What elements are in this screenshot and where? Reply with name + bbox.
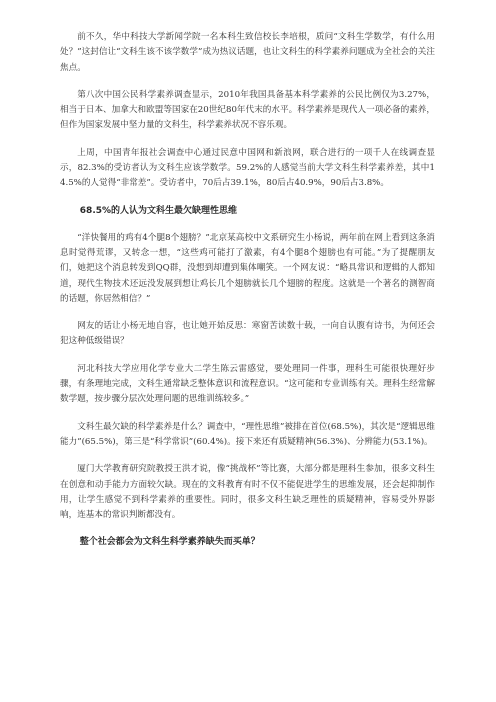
paragraph-intro: 前不久，华中科技大学新闻学院一名本科生致信校长李培根，质问“文科生学数学，有什么用处？”这封信让“文科生该不该学数学”成为热议话题，也让文科生的科学素养问题成为全社会的关注焦点。 <box>60 32 435 73</box>
section-heading-rational-thinking: 68.5%的人认为文科生最欠缺理性思维 <box>79 205 238 216</box>
paragraph-professor-wang: 厦门大学教育研究院教授王洪才说，像“挑战杯”等比赛，大部分都是理科生参加，很多文科生在创意和动手能力方面较欠缺。现在的文科教育有时不仅不能促进学生的思维发展，还会起抑制作用，让学生感觉不到科学素养的重要性。同时，很多文科生缺乏理性的质疑精神，容易受外界影响，连基本的常识判断都没有。 <box>60 464 435 521</box>
paragraph-chicken-story: “洋快餐用的鸡有4个腿8个翅膀？”北京某高校中文系研究生小杨说，两年前在网上看到这条消息时觉得荒谬，又转念一想，“这些鸡可能打了激素，有4个腿8个翅膀也有可能。”为了提醒朋友们，她把这个消息转发到QQ群，没想到却遭到集体嘲笑。一个网友说：“略具常识和逻辑的人都知道，现代生物技术还远没发展到想让鸡长几个翅膀就长几个翅膀的程度。这就是一个著名的测智商的话题，你居然相信？” <box>60 232 435 304</box>
paragraph-hebei-student: 河北科技大学应用化学专业大二学生陈云雷感觉，要处理同一件事，理科生可能很快理好步骤，有条理地完成，文科生通常缺乏整体意识和流程意识。“这可能和专业训练有关。理科生经常解数学题，按步骤分层次处理问题的思维训练较多。” <box>60 363 435 405</box>
section-heading-society-pays: 整个社会都会为文科生科学素养缺失而买单？ <box>79 537 260 548</box>
paragraph-reflection: 网友的话让小杨无地自容，也让她开始反思：寒窗苦读数十载，一向自认腹有诗书，为何还会犯这种低级错误？ <box>60 321 435 347</box>
paragraph-survey-results: 文科生最欠缺的科学素养是什么？调查中，“理性思维”被排在首位(68.5%)，其次是“逻辑思维能力”(65.5%)，第三是“科学常识”(60.4%)。接下来还有质疑精神(56.3%)、分辨能力(53.1%)。 <box>60 421 435 447</box>
paragraph-survey-national: 第八次中国公民科学素养调查显示，2010年我国具备基本科学素养的公民比例仅为3.27%，相当于日本、加拿大和欧盟等国家在20世纪80年代末的水平。科学素养是现代人一项必备的素养，但作为国家发展中坚力量的文科生，科学素养状况不容乐观。 <box>60 89 435 131</box>
article-body <box>60 30 435 562</box>
paragraph-survey-youth-daily: 上周，中国青年报社会调查中心通过民意中国网和新浪网，联合进行的一项千人在线调查显示，82.3%的受访者认为文科生应该学数学。59.2%的人感觉当前大学文科生科学素养差，其中14.5%的人觉得“非常差”。受访者中，70后占39.1%，80后占40.9%，90后占3.8%。 <box>60 147 435 189</box>
